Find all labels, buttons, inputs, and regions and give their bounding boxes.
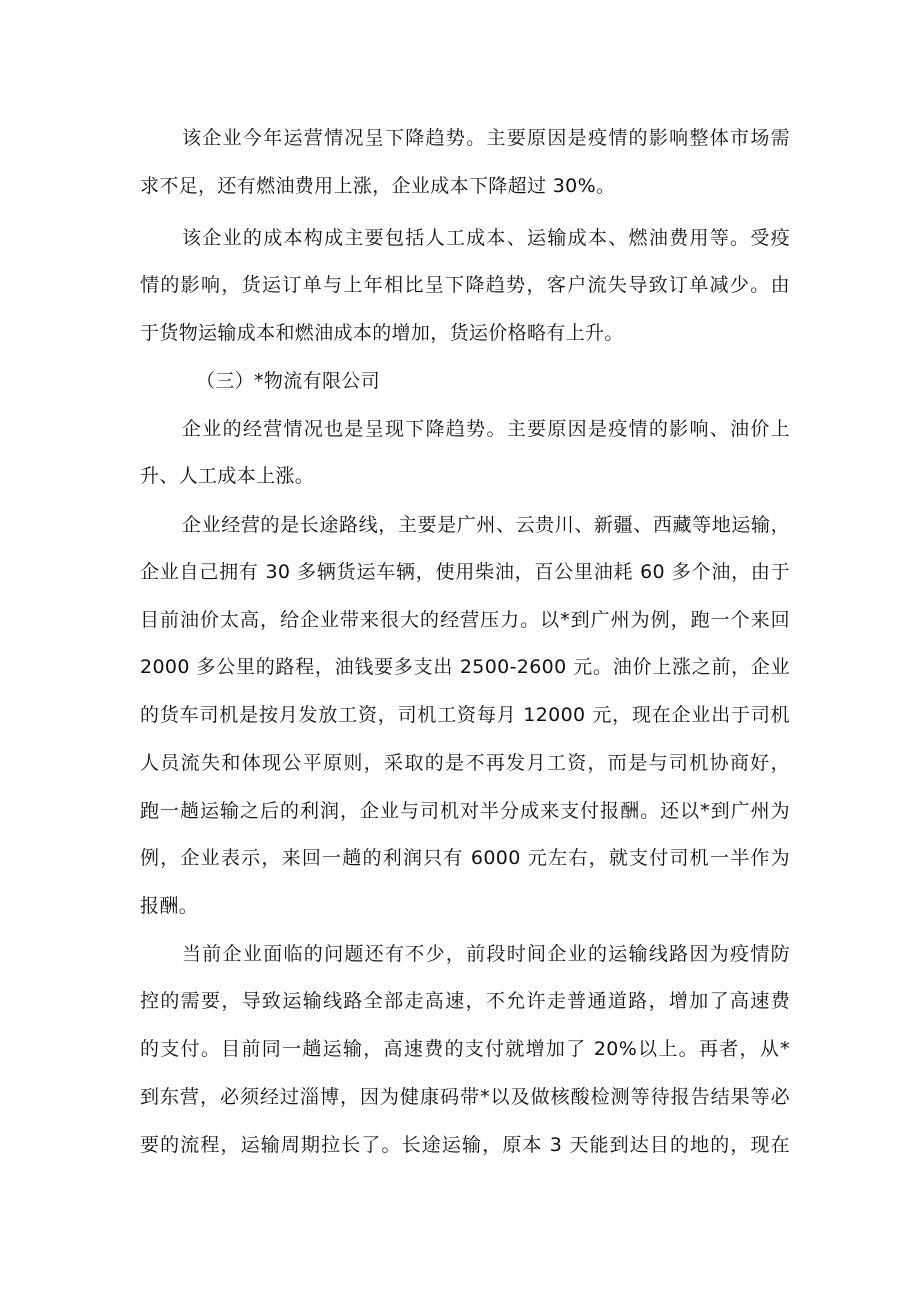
section-heading: （三）*物流有限公司 (196, 370, 381, 392)
paragraph-1-line-2: 求不足，还有燃油费用上涨，企业成本下降超过 30%。 (140, 175, 616, 197)
paragraph-3-line-2: 升、人工成本上涨。 (140, 465, 315, 487)
paragraph-4-line-5: 的货车司机是按月发放工资，司机工资每月 12000 元，现在企业出于司机 (140, 704, 790, 726)
paragraph-5-line-1: 当前企业面临的问题还有不少，前段时间企业的运输线路因为疫情防 (182, 943, 790, 965)
paragraph-4-line-9: 报酬。 (140, 895, 199, 917)
paragraph-4-line-2: 企业自己拥有 30 多辆货运车辆，使用柴油，百公里油耗 60 多个油，由于 (140, 561, 790, 583)
paragraph-4-line-7: 跑一趟运输之后的利润，企业与司机对半分成来支付报酬。还以*到广州为 (140, 800, 790, 822)
paragraph-5-line-3: 的支付。目前同一趟运输，高速费的支付就增加了 20%以上。再者，从* (140, 1038, 790, 1060)
paragraph-1-line-1: 该企业今年运营情况呈下降趋势。主要原因是疫情的影响整体市场需 (182, 127, 790, 149)
paragraph-2-line-3: 于货物运输成本和燃油成本的增加，货运价格略有上升。 (140, 322, 624, 344)
paragraph-4-line-4: 2000 多公里的路程，油钱要多支出 2500-2600 元。油价上涨之前，企业 (140, 656, 790, 678)
paragraph-5-line-4: 到东营，必须经过淄博，因为健康码带*以及做核酸检测等待报告结果等必 (140, 1086, 790, 1108)
paragraph-2-line-1: 该企业的成本构成主要包括人工成本、运输成本、燃油费用等。受疫 (182, 227, 790, 249)
paragraph-5-line-5: 要的流程，运输周期拉长了。长途运输，原本 3 天能到达目的地的，现在 (140, 1134, 790, 1156)
paragraph-4-line-8: 例，企业表示，来回一趟的利润只有 6000 元左右，就支付司机一半作为 (140, 847, 790, 869)
paragraph-2-line-2: 情的影响，货运订单与上年相比呈下降趋势，客户流失导致订单减少。由 (140, 274, 790, 296)
paragraph-4-line-3: 目前油价太高，给企业带来很大的经营压力。以*到广州为例，跑一个来回 (140, 609, 790, 631)
paragraph-4-line-1: 企业经营的是长途路线，主要是广州、云贵川、新疆、西藏等地运输， (182, 514, 790, 536)
paragraph-4-line-6: 人员流失和体现公平原则，采取的是不再发月工资，而是与司机协商好， (140, 752, 790, 774)
paragraph-5-line-2: 控的需要，导致运输线路全部走高速，不允许走普通道路，增加了高速费 (140, 990, 790, 1012)
paragraph-3-line-1: 企业的经营情况也是呈现下降趋势。主要原因是疫情的影响、油价上 (182, 418, 790, 440)
